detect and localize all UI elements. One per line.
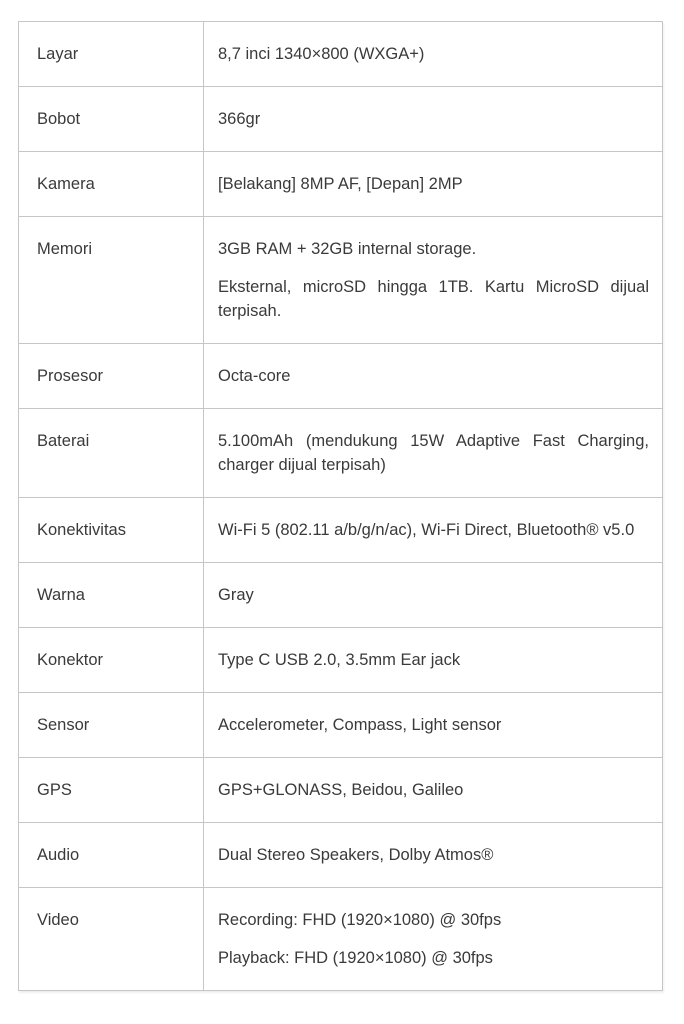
spec-row-prosesor [19,344,663,409]
spec-label: Prosesor [19,344,204,409]
spec-label: Layar [19,22,204,87]
spec-value-paragraph: Octa-core [218,367,291,385]
spec-label: Warna [19,563,204,628]
spec-value [204,758,663,823]
spec-table [18,21,663,991]
spec-value-paragraph: Eksternal, microSD hingga 1TB. Kartu MicroSD dijual terpisah. [218,278,649,320]
spec-row-konektivitas [19,498,663,563]
spec-value-paragraph: 8,7 inci 1340×800 (WXGA+) [218,45,425,63]
spec-row-baterai [19,409,663,498]
spec-value-paragraph: [Belakang] 8MP AF, [Depan] 2MP [218,175,463,193]
spec-value-paragraph: 366gr [218,110,261,128]
spec-row-layar [19,22,663,87]
spec-row-sensor [19,693,663,758]
spec-row-konektor [19,628,663,693]
spec-row-gps [19,758,663,823]
spec-value-paragraph: Wi-Fi 5 (802.11 a/b/g/n/ac), Wi-Fi Direct, Bluetooth® v5.0 [218,521,635,539]
spec-row-video [19,888,663,991]
spec-label: Konektivitas [19,498,204,563]
spec-value [204,888,663,991]
spec-value [204,152,663,217]
spec-label: Sensor [19,693,204,758]
spec-value [204,823,663,888]
spec-label: Konektor [19,628,204,693]
spec-row-audio [19,823,663,888]
spec-row-memori [19,217,663,344]
spec-label: Video [19,888,204,991]
spec-value [204,217,663,344]
spec-value-paragraph: Gray [218,586,254,604]
spec-label: Baterai [19,409,204,498]
spec-value [204,87,663,152]
spec-value [204,22,663,87]
spec-value-paragraph: 3GB RAM + 32GB internal storage. [218,240,477,258]
spec-table-body [19,22,663,991]
spec-value [204,498,663,563]
spec-label: GPS [19,758,204,823]
spec-row-kamera [19,152,663,217]
spec-label: Audio [19,823,204,888]
spec-value-paragraph: 5.100mAh (mendukung 15W Adaptive Fast Charging, charger dijual terpisah) [218,432,649,474]
spec-value [204,409,663,498]
spec-value [204,563,663,628]
spec-table-container [18,21,663,991]
spec-value-paragraph: Accelerometer, Compass, Light sensor [218,716,502,734]
spec-row-warna [19,563,663,628]
spec-value-paragraph: Recording: FHD (1920×1080) @ 30fps [218,911,502,929]
spec-value [204,693,663,758]
spec-value-paragraph: GPS+GLONASS, Beidou, Galileo [218,781,464,799]
spec-value-paragraph: Playback: FHD (1920×1080) @ 30fps [218,949,493,967]
spec-row-bobot [19,87,663,152]
spec-label: Kamera [19,152,204,217]
spec-label: Bobot [19,87,204,152]
spec-value-paragraph: Type C USB 2.0, 3.5mm Ear jack [218,651,461,669]
spec-label: Memori [19,217,204,344]
spec-value [204,344,663,409]
spec-value-paragraph: Dual Stereo Speakers, Dolby Atmos® [218,846,494,864]
spec-value [204,628,663,693]
